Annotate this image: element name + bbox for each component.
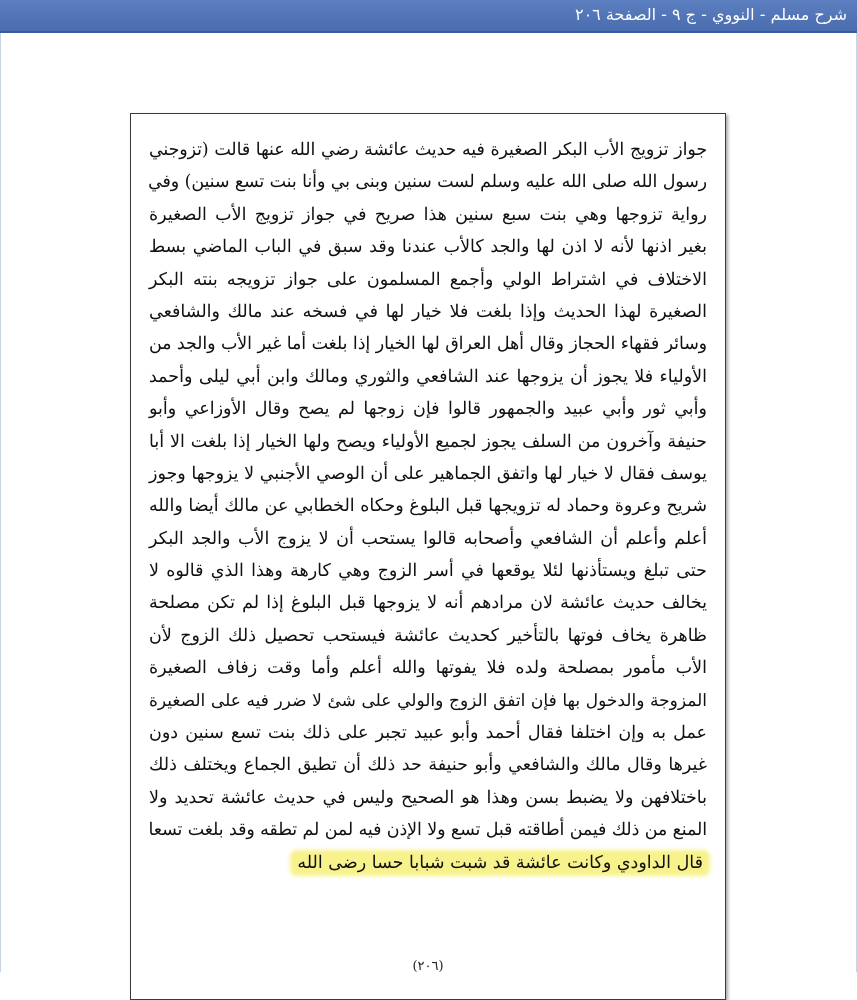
document-viewer[interactable] xyxy=(0,33,857,972)
text-line: رواية تزوجها وهي بنت سبع سنين هذا صريح في جواز تزويج الأب الصغيرة xyxy=(149,204,707,225)
text-line: المزوجة والدخول بها فإن اتفق الزوج والولي على شئ لا ضرر فيه على الصغيرة xyxy=(149,690,707,711)
text-line: وأبي ثور وأبي عبيد والجمهور قالوا فإن زوجها لم يصح وقال الأوزاعي وأبو xyxy=(149,399,707,420)
page-text xyxy=(149,134,707,879)
text-line: ظاهرة يخاف فوتها بالتأخير كحديث عائشة فيستحب تحصيل ذلك الزوج لأن xyxy=(149,625,707,646)
text-highlight: قال الداودي وكانت عائشة قد شبت شبابا حسا رضى الله xyxy=(293,853,707,873)
page-number: (٢٠٦) xyxy=(412,959,444,974)
text-line: باختلافهن ولا يضبط بسن وهذا هو الصحيح وليس في حديث عائشة تحديد ولا xyxy=(149,787,707,808)
text-line: شريح وعروة وحماد له تزويجها قبل البلوغ وحكاه الخطابي عن مالك أيضا والله xyxy=(149,496,707,517)
text-line: الاختلاف في اشتراط الولي وأجمع المسلمون على جواز تزويجه بنته البكر xyxy=(149,269,707,290)
text-line: الأولياء فلا يجوز أن يزوجها عند الشافعي والثوري ومالك وابن أبي ليلى وأحمد xyxy=(149,366,707,387)
text-line: غيرها وقال مالك والشافعي وأبو حنيفة حد ذلك أن تطيق الجماع ويختلف ذلك xyxy=(149,755,707,776)
text-line: يخالف حديث عائشة لان مرادهم أنه لا يزوجها قبل البلوغ إذا لم تكن مصلحة xyxy=(149,593,707,614)
text-line: وسائر فقهاء الحجاز وقال أهل العراق لها الخيار إذا بلغت أما غير الأب والجد من xyxy=(149,334,707,355)
text-line: يوسف فقال لا خيار لها واتفق الجماهير على أن الوصي الأجنبي لا يزوجها وجوز xyxy=(149,463,707,484)
text-line: رسول الله صلى الله عليه وسلم لست سنين وبنى بي وأنا بنت تسع سنين) وفي xyxy=(148,172,707,193)
text-line: عمل به وإن اختلفا فقال أحمد وأبو عبيد تجبر على ذلك بنت تسع سنين دون xyxy=(149,723,707,744)
text-line: حنيفة وآخرون من السلف يجوز لجميع الأولياء ويصح ولها الخيار إذا بلغت الا أبا xyxy=(149,431,707,452)
text-line: بغير اذنها لأنه لا اذن لها والجد كالأب عندنا وقد سبق في الباب الماضي بسط xyxy=(149,237,707,258)
highlighted-text-line xyxy=(149,847,707,879)
text-line: المنع من ذلك فيمن أطاقته قبل تسع ولا الإذن فيه لمن لم تطقه وقد بلغت تسعا xyxy=(148,820,707,841)
title-bar xyxy=(0,0,857,33)
text-line: أعلم وأعلم أن الشافعي وأصحابه قالوا يستحب أن لا يزوج الأب والجد البكر xyxy=(149,528,707,549)
text-line: الصغيرة لهذا الحديث وإذا بلغت فلا خيار لها في فسخه عند مالك والشافعي xyxy=(149,301,707,322)
book-page xyxy=(130,113,726,1000)
text-line: الأب مأمور بمصلحة ولده فلا يفوتها والله أعلم وأما وقت زفاف الصغيرة xyxy=(149,658,707,679)
document-title: شرح مسلم - النووي - ج ٩ - الصفحة ٢٠٦ xyxy=(574,5,847,24)
text-line: جواز تزويج الأب البكر الصغيرة فيه حديث عائشة رضي الله عنها قالت (تزوجني xyxy=(149,140,707,160)
text-line: حتى تبلغ ويستأذنها لئلا يوقعها في أسر الزوج وهي كارهة وهذا الذي قالوه لا xyxy=(149,561,707,582)
